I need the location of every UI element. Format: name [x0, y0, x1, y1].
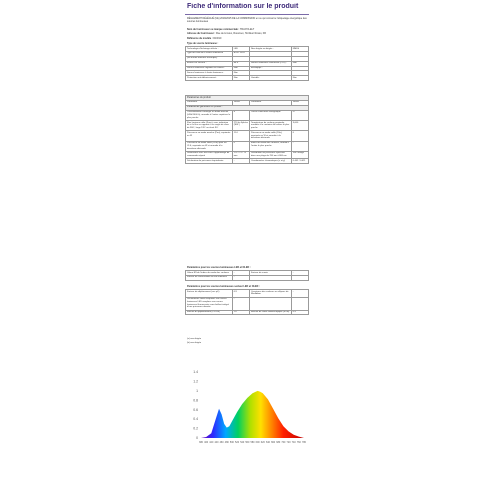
- supplier-label: Nom du fournisseur ou marque commerciale :: [187, 28, 240, 31]
- general-value-cell: 0.442 / 0.411: [291, 159, 308, 164]
- general-label-cell: Puissance en mode marche (Pon), exprimée en W: [186, 131, 233, 141]
- led-parameters-heading: Paramètres pour les sources lumineuses LED et OLED :: [187, 266, 251, 269]
- led-value-cell: -: [232, 275, 249, 280]
- y-tick-label: 0.6: [193, 407, 198, 412]
- y-tick-label: 1.4: [193, 370, 198, 375]
- regulation-intro: RÈGLEMENT DÉLÉGUÉ (UE) 2019/2015 DE LA COMMISSION en ce qui concerne l'étiquetage énergétique des sources lumineuses: [187, 17, 307, 23]
- general-label-cell: Dimensions hors tout sans l'appareillage de commande séparé: [186, 151, 233, 159]
- source-type-label-cell: (ou d'autre interface électrique): [186, 56, 233, 61]
- source-type-value-cell: Non: [291, 61, 308, 66]
- spectral-power-distribution-chart: [185, 368, 310, 448]
- mains-parameters-heading: Paramètres pour les sources lumineuses secteur LED et OLED :: [187, 285, 260, 288]
- spectrum-area: [201, 391, 304, 438]
- general-label-cell: Température de couleur proximale, arrondie à la centaine de kelvins la plus proche: [250, 121, 290, 129]
- led-label-cell: Valeur R9 de l'indice de rendu des couleurs: [186, 271, 233, 276]
- general-label-cell: Flux lumineux utile (Φuse), avec indication de si le flux se rapporte à un angle de cône de 360°, large 120° ou étroit 90°: [186, 120, 233, 130]
- header-value: Valeur: [232, 100, 249, 105]
- general-value-cell: 0: [291, 131, 308, 141]
- general-row: [186, 110, 309, 120]
- title-divider: [185, 14, 309, 15]
- address-value: Rue de Limoux, Rousmen, Honfleur Rosso, FR: [215, 32, 266, 35]
- mains-label-cell: Mesure du papillotement (Pst LM): [186, 310, 233, 315]
- general-label-cell: Déclaration de puissance équivalente: [186, 159, 233, 164]
- led-label-cell: Facteur de conservation du flux lumineux: [186, 275, 233, 280]
- footnote-b: (b) non dirigée: [187, 342, 202, 344]
- x-tick-label: 400: [204, 441, 209, 444]
- mains-value-cell: -: [232, 297, 249, 310]
- x-tick-label: 460: [219, 441, 224, 444]
- address-label: Adresse du fournisseur :: [187, 32, 216, 35]
- source-type-label-cell: Enveloppe :: [249, 66, 291, 71]
- led-value-cell: -: [291, 271, 308, 276]
- model-line: [187, 37, 221, 40]
- source-type-row: [186, 76, 309, 81]
- x-tick-label: 760: [296, 441, 301, 444]
- x-tick-label: 740: [291, 441, 296, 444]
- general-label-cell: Coordonnées chromatiques (x et y): [249, 159, 291, 164]
- source-type-label-cell: Source lumineuse connectée (CLS) :: [249, 61, 291, 66]
- header-parameter: Paramètre: [186, 100, 233, 105]
- source-type-value-cell: B22D 230V: [232, 51, 249, 56]
- mains-label-cell: Déclarations selon lesquelles une source lumineuse LED remplace une source lumineuse fluorescente sans ballast intégré d'une puissance donnée: [186, 297, 233, 310]
- source-type-label-cell: Source lumineuse réglable en couleur :: [186, 66, 233, 71]
- source-type-value-cell: Non: [291, 76, 308, 81]
- mains-label-cell: Constance des couleurs en ellipses de MacAdam: [249, 290, 291, 298]
- mains-value-cell: [291, 297, 308, 310]
- sheet-title: Fiche d'information sur le produit: [187, 3, 299, 10]
- general-row: [186, 120, 309, 130]
- mains-row: [186, 290, 309, 298]
- source-type-label-cell: Non dirigée ou dirigée :: [249, 47, 291, 52]
- source-type-table: [185, 46, 309, 81]
- general-value-cell: -: [232, 159, 249, 164]
- x-tick-label: 700: [281, 441, 286, 444]
- x-tick-label: 720: [286, 441, 291, 444]
- product-parameters-table: [185, 95, 309, 164]
- y-tick-label: 0.2: [193, 426, 198, 431]
- source-type-value-cell: NMSS: [291, 47, 308, 52]
- x-tick-label: 440: [214, 441, 219, 444]
- general-row: [186, 151, 309, 159]
- product-parameters-heading: Paramètres du produit: [186, 96, 309, 101]
- led-row: [186, 275, 309, 280]
- general-value-cell: 0: [232, 141, 249, 151]
- x-tick-label: 480: [224, 441, 229, 444]
- general-value-cell: 3,000: [291, 120, 308, 130]
- general-value-cell: 270 lm Sphère (360°): [232, 120, 249, 130]
- x-tick-label: 540: [240, 441, 245, 444]
- source-type-label-cell: Variable :: [249, 76, 291, 81]
- mains-label-cell: Mesure de l'effet stroboscopique (SVM): [250, 311, 290, 314]
- led-parameters-table: [185, 270, 309, 281]
- mains-parameters-table: [185, 289, 309, 315]
- led-label-cell: [249, 275, 291, 280]
- mains-label-cell: [249, 297, 291, 310]
- general-label-cell: Consommation d'énergie en mode marche (kWh/1000 h), arrondie à l'entier supérieur le plus proche: [186, 110, 233, 120]
- general-value-cell: 11.0: [232, 131, 249, 141]
- y-tick-label: 0.8: [193, 398, 198, 403]
- x-tick-label: 640: [265, 441, 270, 444]
- product-information-sheet: [185, 0, 309, 352]
- supplier-value: TRANYA ELT: [239, 28, 255, 31]
- general-value-cell: G: [291, 110, 308, 120]
- mains-value-cell: -: [291, 290, 308, 298]
- general-label-cell: Puissance en mode veille (Pnet) pour les CLS, exprimée en W et arrondie à la deuxième décimale: [186, 141, 233, 151]
- general-label-cell: Puissance en mode veille (Psb), exprimée en W et arrondie à la deuxième décimale: [249, 131, 291, 141]
- general-label-cell: Distribution de puissance spectrale dans une plage de 250 nm à 800 nm: [249, 151, 291, 159]
- address-line: [187, 32, 266, 35]
- x-tick-label: 660: [271, 441, 276, 444]
- mains-value-cell: 1.0: [232, 310, 249, 315]
- x-tick-label: 780: [302, 441, 306, 444]
- source-type-value-cell: Non: [232, 76, 249, 81]
- header-value: Valeur: [291, 100, 308, 105]
- source-type-value-cell: MLS: [232, 61, 249, 66]
- x-tick-label: 500: [229, 441, 234, 444]
- mains-label-cell: Facteur de déplacement (cos φ1): [186, 290, 233, 298]
- model-label: Référence du modèle :: [187, 37, 213, 40]
- general-row: [186, 131, 309, 141]
- source-type-label-cell: Protection anti-éblouissement :: [186, 76, 233, 81]
- mains-row: [186, 297, 309, 310]
- source-type-label-cell: Type de culot de la source lumineuse: [186, 51, 233, 56]
- x-tick-label: 420: [209, 441, 214, 444]
- supplier-line: [187, 28, 254, 31]
- footnote-a: (a) non dirigée: [187, 338, 202, 340]
- general-value-cell: -: [291, 141, 308, 151]
- general-row: [186, 159, 309, 164]
- mains-row: [186, 310, 309, 315]
- mains-value-cell: 0.9: [232, 290, 249, 298]
- model-value: D1W10: [213, 37, 222, 40]
- mains-value-cell: 0.4: [291, 310, 308, 315]
- y-tick-label: 1.2: [193, 379, 198, 384]
- y-tick-label: 0: [196, 436, 198, 441]
- source-type-heading: Type de source lumineuse :: [187, 42, 219, 45]
- led-value-cell: -: [232, 271, 249, 276]
- x-tick-label: 520: [235, 441, 240, 444]
- header-parameter: Paramètre: [249, 100, 291, 105]
- source-type-value-cell: Non: [232, 66, 249, 71]
- general-label-cell: Classe d'efficacité énergétique: [249, 110, 291, 120]
- x-tick-label: 600: [255, 441, 260, 444]
- general-label-cell: Indice de rendu des couleurs, arrondi à l'entier le plus proche: [249, 141, 291, 151]
- x-tick-label: 580: [250, 441, 255, 444]
- general-value-cell: 8: [232, 110, 249, 120]
- general-parameters-heading: Paramètres généraux du produit :: [186, 105, 309, 110]
- general-value-cell: Voir l'image: [291, 151, 308, 159]
- source-type-label-cell: Éclairé sur secteur :: [186, 61, 233, 66]
- source-type-label-cell: Technologie d'éclairage utilisée :: [186, 47, 233, 52]
- x-tick-label: 620: [260, 441, 265, 444]
- led-value-cell: [291, 275, 308, 280]
- led-label-cell: Facteur de survie: [249, 271, 291, 276]
- y-tick-label: 1: [196, 388, 198, 393]
- general-value-cell: 175 / 73 / 73 mm: [232, 151, 249, 159]
- x-tick-label: 560: [245, 441, 250, 444]
- source-type-value-cell: Non: [232, 71, 249, 76]
- source-type-value-cell: LED: [232, 47, 249, 52]
- y-tick-label: 0.4: [193, 417, 198, 422]
- source-type-label-cell: Source lumineuse à haute luminance :: [186, 71, 233, 76]
- general-row: [186, 141, 309, 151]
- x-tick-label: 680: [276, 441, 281, 444]
- x-tick-label: 380: [199, 441, 203, 444]
